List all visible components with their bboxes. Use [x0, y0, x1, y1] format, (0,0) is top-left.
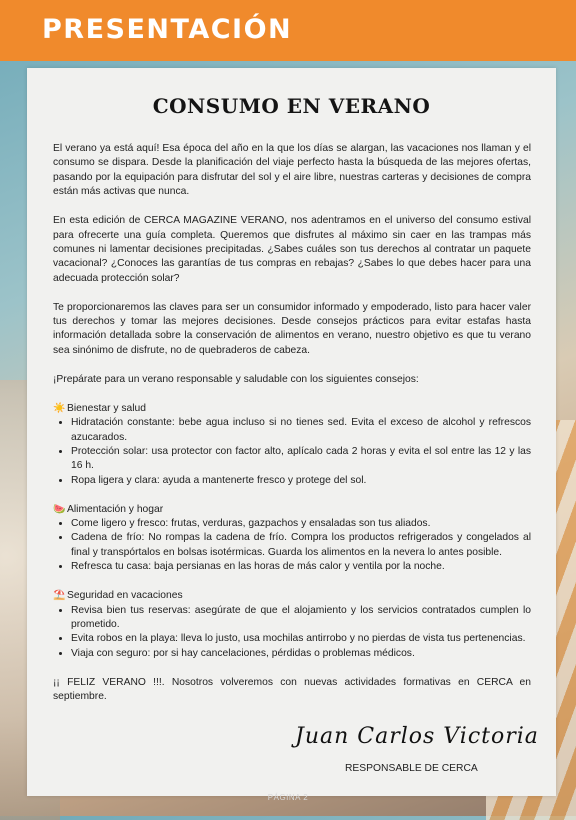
- intro-paragraph-4: ¡Prepárate para un verano responsable y saludable con los siguientes consejos:: [53, 373, 419, 385]
- intro-paragraph-3: Te proporcionaremos las claves para ser un consumidor informado y empoderado, listo para hacer valer tus derechos y tomar las mejores decisiones. Desde consejos prácticos para evitar estafas hasta información detallada sobre la conservación de alimentos en verano, nuestro objetivo es que tu verano sea sinónimo de disfrute, no de quebraderos de cabeza.: [53, 301, 531, 356]
- beach-umbrella-icon: ⛱️: [53, 590, 66, 602]
- list-item: • Viaja con seguro: por si hay cancelaciones, pérdidas o problemas médicos.: [71, 647, 531, 661]
- watermelon-icon: 🍉: [53, 503, 66, 515]
- section-heading: [53, 589, 531, 603]
- section-title: Bienestar y salud: [67, 402, 146, 414]
- list-item: • Ropa ligera y clara: ayuda a mantenerte fresco y protege del sol.: [71, 474, 531, 488]
- section-title: Alimentación y hogar: [67, 503, 164, 515]
- signature: Juan Carlos Victoria: [295, 724, 539, 749]
- header-bar: [0, 0, 576, 61]
- section-heading: [53, 503, 531, 517]
- tips-list: [53, 517, 531, 575]
- section-alimentacion: [53, 503, 531, 575]
- header-title: PRESENTACIÓN: [42, 14, 293, 45]
- list-item: • Revisa bien tus reservas: asegúrate de que el alojamiento y los servicios contratados cumplen lo prometido.: [71, 604, 531, 633]
- page-number: PÁGINA 2: [267, 793, 309, 802]
- list-item: • Evita robos en la playa: lleva lo justo, usa mochilas antirrobo y no pierdas de vista tus pertenencias.: [71, 632, 531, 646]
- list-item: • Come ligero y fresco: frutas, verduras, gazpachos y ensaladas son tus aliados.: [71, 517, 531, 531]
- intro-paragraph-1: El verano ya está aquí! Esa época del año en la que los días se alargan, las vacaciones nos llaman y el consumo se dispara. Desde la planificación del viaje perfecto hasta la búsqueda de las mejores ofertas, pasando por la equipación para disfrutar del sol y el aire libre, nuestras carteras y decisiones de compra están más activas que nunca.: [53, 143, 531, 198]
- section-bienestar: [53, 402, 531, 488]
- section-title: Seguridad en vacaciones: [67, 590, 183, 602]
- section-seguridad: [53, 589, 531, 661]
- list-item: • Protección solar: usa protector con factor alto, aplícalo cada 2 horas y evita el sol entre las 12 y las 16 h.: [71, 445, 531, 474]
- list-item: • Cadena de frío: No rompas la cadena de frío. Compra los productos refrigerados y congelados al final y transpórtalos en bolsas isotérmicas. Guarda los alimentos en la nevera lo antes posible.: [71, 531, 531, 560]
- tips-list: [53, 416, 531, 488]
- document-title: CONSUMO EN VERANO: [152, 94, 431, 118]
- document-body: [53, 142, 531, 719]
- section-heading: [53, 402, 531, 416]
- list-item: • Hidratación constante: bebe agua incluso si no tienes sed. Evita el exceso de alcohol y refrescos azucarados.: [71, 416, 531, 445]
- sun-icon: ☀️: [53, 402, 66, 414]
- list-item: • Refresca tu casa: baja persianas en las horas de más calor y ventila por la noche.: [71, 560, 531, 574]
- signer-role: RESPONSABLE DE CERCA: [345, 763, 478, 774]
- intro-paragraph-2: En esta edición de CERCA MAGAZINE VERANO, nos adentramos en el universo del consumo estival para ofrecerte una guía completa. Queremos que disfrutes al máximo sin caer en las trampas más comunes ni lamentar decisiones precipitadas. ¿Sabes cuáles son tus derechos al contratar un paquete vacacional? ¿Conoces las garantías de tus compras en rebajas? ¿Sabes lo que debes hacer para una adecuada protección solar?: [53, 215, 531, 284]
- document-card: [27, 68, 556, 796]
- closing-paragraph: ¡¡ FELIZ VERANO !!!. Nosotros volveremos con nuevas actividades formativas en CERCA en septiembre.: [53, 676, 531, 703]
- tips-list: [53, 604, 531, 662]
